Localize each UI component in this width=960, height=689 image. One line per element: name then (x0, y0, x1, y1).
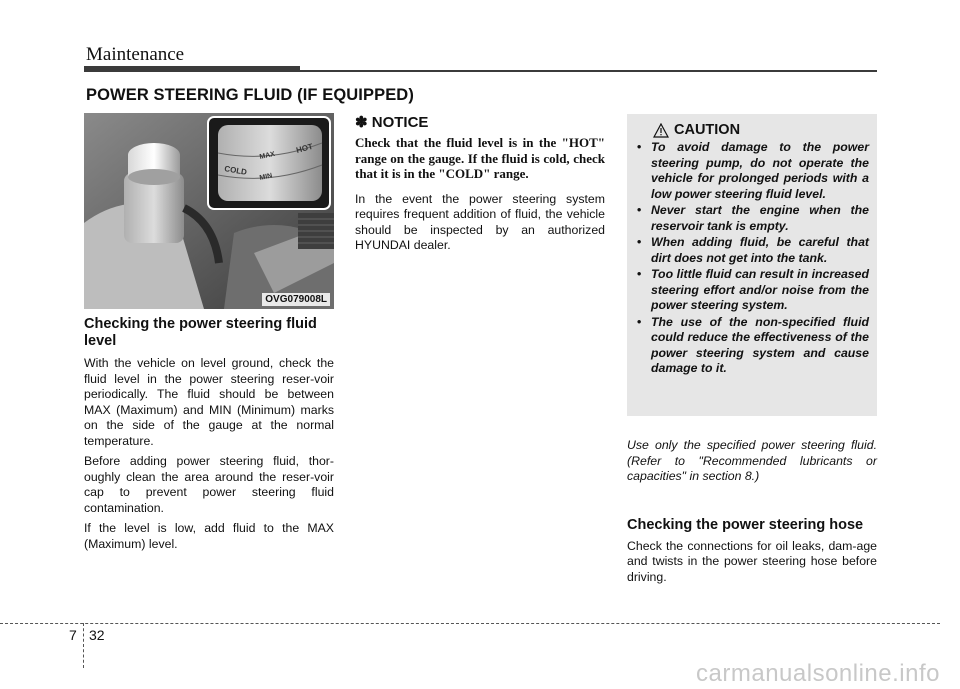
header-rule (84, 66, 300, 72)
column-middle (355, 114, 605, 259)
fluid-level-heading: Checking the power steering fluid level (84, 316, 317, 349)
fluid-level-paragraph: Before adding power steering fluid, thor-oughly clean the area around the reser-voir cap to prevent power steering fluid contamination. (84, 454, 334, 515)
caution-item-text: Never start the engine when the reservoir tank is empty. (651, 203, 869, 233)
fluid-level-paragraph: With the vehicle on level ground, check the fluid level in the power steering reser-voir periodically. The fluid should be between MAX (Maximum) and MIN (Minimum) marks on the side of the gauge at the normal temperature. (84, 356, 334, 448)
hose-paragraph: Check the connections for oil leaks, dam-age and twists in the power steering hose before driving. (627, 538, 877, 584)
caution-item (635, 203, 869, 234)
notice-bold-text: Check that the fluid level is in the "HOT" range on the gauge. If the fluid is cold, check that it is in the "COLD" range. (355, 135, 605, 181)
bullet: • (637, 140, 642, 154)
section-header: Maintenance (86, 44, 185, 65)
reservoir-illustration (84, 113, 334, 309)
caution-item-text: The use of the non-specified fluid could reduce the effectiveness of the power steering system and cause damage to it. (651, 314, 869, 375)
bullet: • (637, 267, 642, 281)
fluid-level-paragraph: If the level is low, add fluid to the MAX (Maximum) level. (84, 521, 334, 551)
caution-box (627, 114, 877, 416)
bullet: • (637, 314, 642, 329)
caution-item-text: To avoid damage to the power steering pump, do not operate the vehicle for prolonged periods with a low power steering fluid level. (651, 140, 869, 201)
caution-item-text: When adding fluid, be careful that dirt does not get into the tank. (651, 235, 869, 265)
caution-item (635, 267, 869, 314)
gauge-min-label: MIN (258, 172, 273, 182)
caution-item (635, 235, 869, 266)
caution-item (635, 315, 869, 377)
column-left (84, 316, 334, 557)
page-number: 32 (89, 627, 105, 643)
page-title: POWER STEERING FLUID (IF EQUIPPED) (86, 86, 414, 104)
caution-list (635, 140, 869, 377)
header-rule-thin (300, 70, 877, 72)
bullet: • (637, 203, 642, 217)
photo-code: OVG079008L (262, 293, 330, 306)
caution-header (635, 122, 869, 138)
chapter-number: 7 (69, 627, 77, 643)
footer-divider (83, 623, 84, 668)
watermark: carmanualsonline.info (696, 660, 940, 687)
warning-triangle-icon (653, 123, 669, 138)
gauge-hot-label: HOT (295, 141, 314, 155)
gauge-max-label: MAX (258, 150, 276, 161)
bullet: • (637, 235, 642, 249)
footer-rule (0, 623, 940, 624)
hose-heading: Checking the power steering hose (627, 516, 864, 533)
caution-item (635, 140, 869, 202)
caution-item-text: Too little fluid can result in increased steering effort and/or noise from the power steering system. (651, 267, 869, 312)
gauge-cold-label: COLD (223, 164, 248, 177)
reservoir-photo (84, 113, 334, 309)
notice-title: ✽ NOTICE (355, 114, 429, 131)
notice-body: In the event the power steering system requires frequent addition of fluid, the vehicle should be inspected by an authorized HYUNDAI dealer. (355, 191, 605, 252)
fluid-spec-note: Use only the specified power steering fluid. (Refer to "Recommended lubricants or capacities" in section 8.) (627, 438, 877, 483)
caution-title: CAUTION (674, 122, 741, 138)
column-right (627, 114, 877, 590)
